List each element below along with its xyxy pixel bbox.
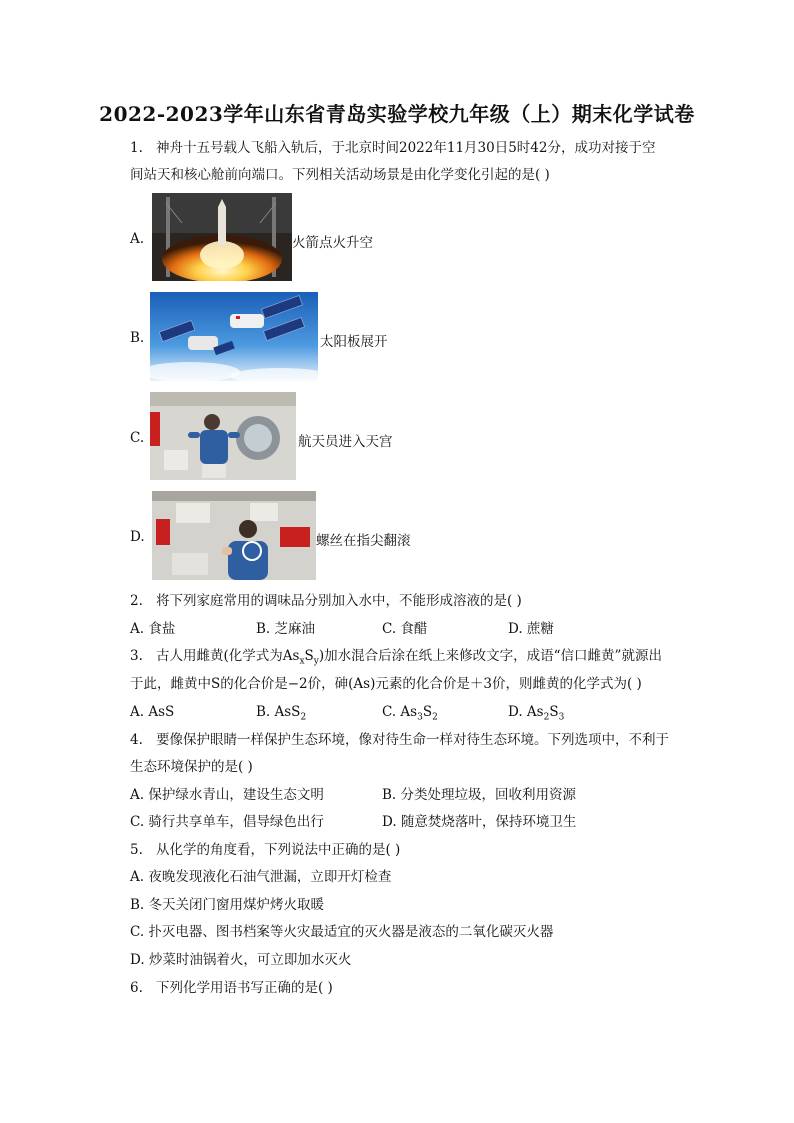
question-4-options-row-2: [130, 813, 670, 831]
question-5-option-d[interactable]: D. 炒菜时油锅着火，可立即加水灭火: [130, 952, 352, 968]
option-d[interactable]: D. $As_2S_3$: [508, 704, 565, 723]
question-4-line-1: [130, 731, 669, 749]
question-1-line-1: [130, 139, 655, 157]
subscript-y: y: [313, 656, 319, 667]
option-b[interactable]: B. AsS$_2$: [256, 704, 307, 723]
option-caption: 火箭点火升空: [292, 235, 373, 251]
question-4-options-row-1: [130, 786, 670, 804]
question-2-line-1: [130, 592, 522, 610]
question-5-line-1: [130, 841, 400, 859]
question-3-options: [130, 703, 670, 721]
astronaut-screw-image: [152, 491, 316, 580]
option-b[interactable]: B. 芝麻油: [256, 621, 316, 637]
option-a[interactable]: A. 保护绿水青山，建设生态文明: [130, 787, 324, 803]
question-number: 6.: [130, 980, 143, 996]
question-text-continued: )加水混合后涂在纸上来修改文字，成语“信口雌黄”就源出: [318, 648, 662, 664]
option-caption: 太阳板展开: [320, 334, 388, 350]
option-a[interactable]: A. AsS: [130, 704, 175, 720]
question-6-line-1: [130, 979, 333, 997]
question-number: 5.: [130, 842, 143, 858]
question-1-option-b[interactable]: [130, 292, 430, 382]
question-3-line-1: [130, 647, 662, 671]
question-text: 要像保护眼睛一样保护生态环境，像对待生命一样对待生态环境。下列选项中，不利于: [156, 732, 669, 748]
question-text: 从化学的角度看，下列说法中正确的是( ): [156, 842, 401, 858]
option-label: C.: [130, 430, 145, 446]
question-1-option-a[interactable]: [130, 193, 430, 283]
option-a[interactable]: A. 食盐: [130, 621, 176, 637]
space-station-image: [150, 292, 318, 381]
question-text: 神舟十五号载人飞船入轨后，于北京时间2022年11月30日5时42分，成功对接于空: [156, 140, 656, 156]
question-number: 4.: [130, 732, 143, 748]
question-text: 下列化学用语书写正确的是( ): [156, 980, 333, 996]
page-title: 2022-2023学年山东省青岛实验学校九年级（上）期末化学试卷: [99, 102, 695, 126]
option-caption: 航天员进入天宫: [298, 434, 393, 450]
question-5-option-a[interactable]: A. 夜晚发现液化石油气泄漏，立即开灯检查: [130, 869, 392, 885]
option-d[interactable]: D. 蔗糖: [508, 621, 554, 637]
option-label: D.: [130, 529, 145, 545]
option-d[interactable]: D. 随意焚烧落叶，保持环境卫生: [382, 814, 577, 830]
question-1-line-2: 间站天和核心舱前向端口。下列相关活动场景是由化学变化引起的是( ): [130, 167, 550, 183]
option-c[interactable]: C. $As_3S_2$: [382, 704, 438, 723]
option-label: A.: [130, 231, 145, 247]
question-4-line-2: 生态环境保护的是( ): [130, 759, 253, 775]
option-c[interactable]: C. 骑行共享单车，倡导绿色出行: [130, 814, 324, 830]
option-c[interactable]: C. 食醋: [382, 621, 428, 637]
subscript-x: x: [299, 656, 305, 667]
rocket-launch-image: [152, 193, 292, 281]
astronaut-entering-image: [150, 392, 296, 480]
question-5-option-c[interactable]: C. 扑灭电器、图书档案等火灾最适宜的灭火器是液态的二氧化碳灭火器: [130, 924, 554, 940]
question-2-options: [130, 620, 670, 638]
question-number: 3.: [130, 648, 143, 664]
option-b[interactable]: B. 分类处理垃圾，回收利用资源: [382, 787, 577, 803]
question-1-option-d[interactable]: [130, 491, 430, 581]
question-text: 将下列家庭常用的调味品分别加入水中，不能形成溶液的是( ): [156, 593, 522, 609]
question-number: 1.: [130, 140, 143, 156]
question-text: 古人用雌黄(化学式为As: [156, 648, 300, 664]
question-1-option-c[interactable]: [130, 392, 430, 482]
option-label: B.: [130, 330, 145, 346]
question-5-option-b[interactable]: B. 冬天关闭门窗用煤炉烤火取暖: [130, 897, 325, 913]
option-caption: 螺丝在指尖翻滚: [316, 533, 411, 549]
formula-s: S: [304, 648, 314, 664]
question-3-line-2: 于此，雌黄中S的化合价是−2价，砷(As)元素的化合价是＋3价，则雌黄的化学式为( ): [130, 676, 642, 692]
question-number: 2.: [130, 593, 143, 609]
